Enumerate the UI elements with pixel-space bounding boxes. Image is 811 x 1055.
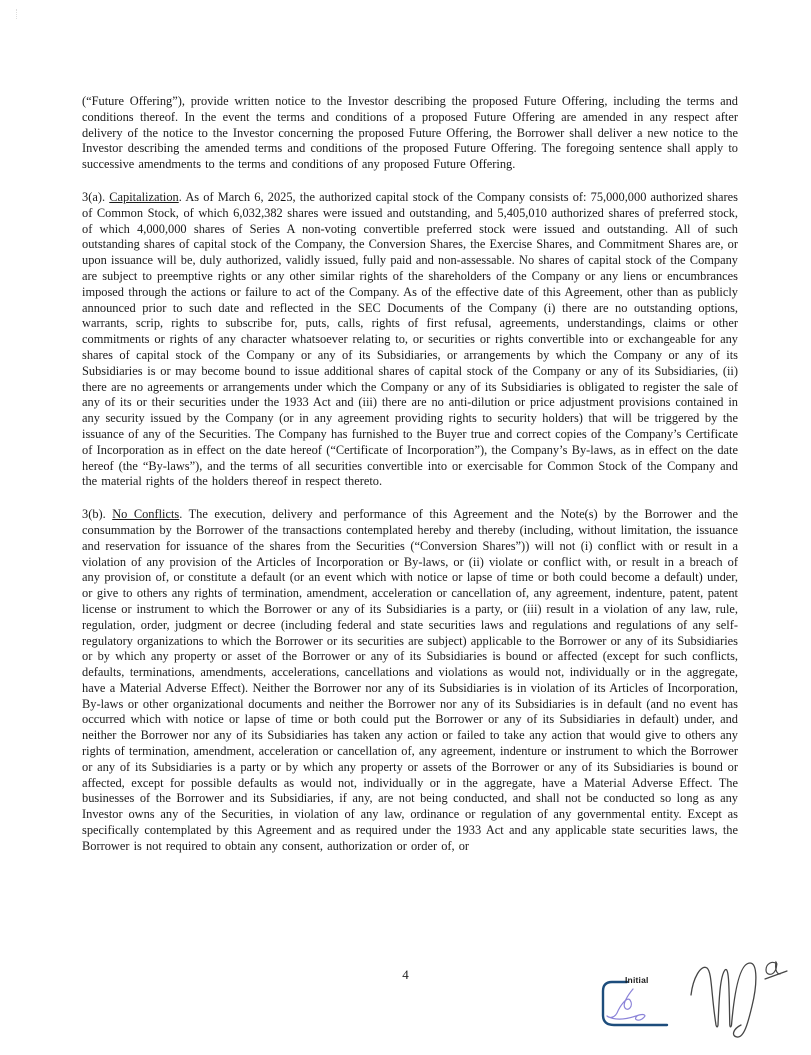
handwritten-signature [658, 948, 810, 1050]
paragraph-text: (“Future Offering”), provide written notice to the Investor describing the proposed Future Offering, including the terms and conditions thereof. In the event the terms and conditions of a proposed Future Offering are amended in any respect after delivery of the notice to the Investor concerning the proposed Future Offering, the Borrower shall deliver a new notice to the Investor describing the amended terms and conditions of the proposed Future Offering. The foregoing sentence shall apply to successive amendments to the terms and conditions of any proposed Future Offering. [82, 94, 738, 172]
signature-m-stroke [691, 963, 756, 1037]
paragraph-future-offering [82, 94, 738, 173]
signature-underline-stroke [765, 971, 787, 979]
initial-stamp-label: Initial [625, 975, 649, 985]
paragraph-capitalization [82, 190, 738, 490]
paragraph-no-conflicts [82, 507, 738, 855]
page-number: 4 [402, 967, 409, 982]
section-heading: Capitalization [109, 189, 179, 204]
section-heading: No Conflicts [112, 507, 180, 522]
paragraph-text: . The execution, delivery and performance of this Agreement and the Note(s) by the Borrower and the consummation by the Borrower of the transactions contemplated hereby and thereby (including, without limitation, the issuance and reservation for issuance of the shares from the Securities (“Conversion Shares”)) will not (i) conflict with or result in a violation of any provision of the Articles of Incorporation or By-laws, or (ii) violate or conflict with, or result in a breach of any provision of, or constitute a default (or an event which with notice or lapse of time or both could become a default) under, or give to others any rights of termination, amendment, acceleration or cancellation of, any agreement, indenture, patent, patent license or instrument to which the Borrower or any of its Subsidiaries is a party, or (iii) result in a violation of any law, rule, regulation, order, judgment or decree (including federal and state securities laws and regulations and regulations of any self-regulatory organizations to which the Borrower or its securities are subject) applicable to the Borrower or any of its Subsidiaries or by which any property or asset of the Borrower or any of its Subsidiaries is bound or affected (except for such conflicts, defaults, terminations, amendments, accelerations, cancellations and violations as would not, individually or in the aggregate, have a Material Adverse Effect). Neither the Borrower nor any of its Subsidiaries is in violation of its Articles of Incorporation, By-laws or other organizational documents and neither the Borrower nor any of its Subsidiaries is in default (and no event has occurred which with notice or lapse of time or both could put the Borrower or any of its Subsidiaries in default) under, and neither the Borrower nor any of its Subsidiaries has taken any action or failed to take any action that would give to others any rights of termination, amendment, acceleration or cancellation of, any agreement, indenture or instrument to which the Borrower or any of its Subsidiaries is a party or by which any property or assets of the Borrower or any of its Subsidiaries is bound or affected, except for possible defaults as would not, individually or in the aggregate, have a Material Adverse Effect. The businesses of the Borrower and its Subsidiaries, if any, are not being conducted, and shall not be conducted so long as any Investor owns any of the Securities, in violation of any law, ordinance or regulation of any governmental entity. Except as specifically contemplated by this Agreement and as required under the 1933 Act and any applicable state securities laws, the Borrower is not required to obtain any consent, authorization or order of, or [82, 507, 738, 853]
document-body [82, 94, 738, 855]
scan-artifact [16, 9, 20, 19]
initial-scribble-icon [607, 989, 645, 1020]
signature-a-stroke [766, 962, 780, 974]
section-number: 3(b). [82, 507, 106, 522]
paragraph-text: . As of March 6, 2025, the authorized capital stock of the Company consists of: 75,000,000 authorized shares of Common Stock, of which 6,032,382 shares were issued and outstanding, and 5,405,010 authorized shares of preferred stock, of which 4,000,000 shares of Series A non-voting convertible preferred stock were issued and outstanding. All of such outstanding shares of capital stock of the Company, the Conversion Shares, the Exercise Shares, and Commitment Shares are, or upon issuance will be, duly authorized, validly issued, fully paid and non-assessable. No shares of capital stock of the Company are subject to preemptive rights or any other similar rights of the shareholders of the Company or any liens or encumbrances imposed through the actions or failure to act of the Company. As of the effective date of this Agreement, other than as publicly announced prior to such date and reflected in the SEC Documents of the Company (i) there are no outstanding options, warrants, scrip, rights to subscribe for, puts, calls, rights of first refusal, agreements, understandings, claims or other commitments or rights of any character whatsoever relating to, or securities or rights convertible into or exchangeable for any shares of capital stock of the Company or any of its Subsidiaries, or arrangements by which the Company or any of its Subsidiaries is or may become bound to issue additional shares of capital stock of the Company or any of its Subsidiaries, (ii) there are no agreements or arrangements under which the Company or any of its Subsidiaries is obligated to register the sale of any of its or their securities under the 1933 Act and (iii) there are no anti-dilution or price adjustment provisions contained in any security issued by the Company (or in any agreement providing rights to security holders) that will be triggered by the issuance of any of the Securities. The Company has furnished to the Buyer true and correct copies of the Company’s Certificate of Incorporation as in effect on the date hereof (“Certificate of Incorporation”), the Company’s By-laws, as in effect on the date hereof (the “By-laws”), and the terms of all securities convertible into or exercisable for Common Stock of the Company and the material rights of the holders thereof in respect thereto. [82, 189, 738, 489]
signature-icon [658, 948, 810, 1050]
section-number: 3(a). [82, 189, 106, 204]
